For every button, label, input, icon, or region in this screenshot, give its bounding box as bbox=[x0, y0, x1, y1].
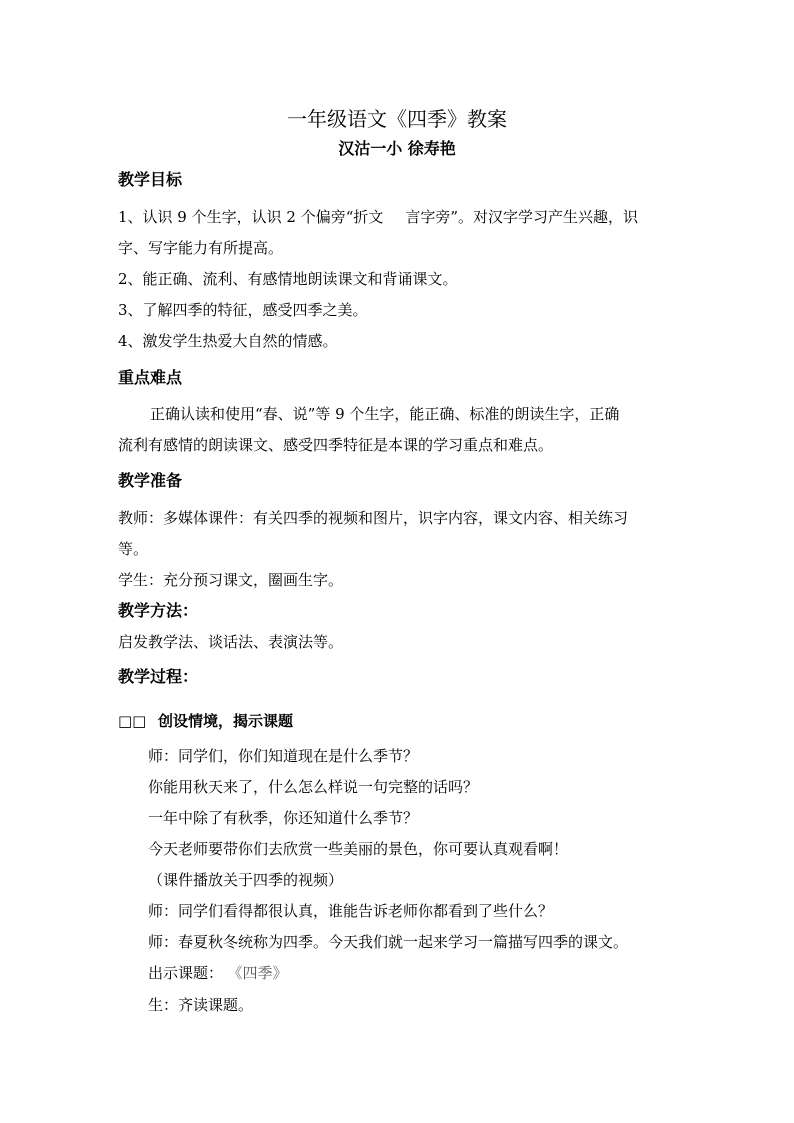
objective-item-1-line-1 bbox=[118, 207, 638, 227]
objectives-heading: 教学目标 bbox=[118, 170, 183, 189]
preparation-student: 学生：充分预习课文，圈画生字。 bbox=[118, 571, 344, 589]
process-line-2: 你能用秋天来了，什么怎么样说一句完整的话吗？ bbox=[148, 778, 479, 796]
objective-item-1-part-a: 1、认识 9 个生字，认识 2 个偏旁“折文 bbox=[118, 208, 384, 226]
process-step-1-marker: □□ bbox=[118, 712, 147, 730]
process-line-6: 师：同学们看得都很认真，谁能告诉老师你都看到了些什么？ bbox=[148, 902, 554, 920]
preparation-teacher-line-1: 教师：多媒体课件：有关四季的视频和图片，识字内容，课文内容、相关练习 bbox=[118, 509, 629, 527]
process-heading: 教学过程： bbox=[118, 667, 199, 686]
process-line-7: 师：春夏秋冬统称为四季。今天我们就一起来学习一篇描写四季的课文。 bbox=[148, 933, 629, 951]
objective-item-1-line-2: 字、写字能力有所提高。 bbox=[118, 239, 284, 257]
process-step-1-heading bbox=[118, 711, 293, 731]
objective-item-2: 2、能正确、流利、有感情地朗读课文和背诵课文。 bbox=[118, 270, 458, 288]
objective-item-3: 3、了解四季的特征，感受四季之美。 bbox=[118, 301, 368, 319]
show-title-label: 出示课题： bbox=[148, 964, 224, 982]
process-line-3: 一年中除了有秋季，你还知道什么季节？ bbox=[148, 809, 419, 827]
key-points-line-1: 正确认读和使用“春、说”等 9 个生字，能正确、标准的朗读生字，正确 bbox=[150, 405, 620, 423]
objective-item-4: 4、激发学生热爱大自然的情感。 bbox=[118, 332, 338, 350]
key-points-line-2: 流利有感情的朗读课文、感受四季特征是本课的学习重点和难点。 bbox=[118, 436, 554, 454]
process-line-1: 师：同学们，你们知道现在是什么季节？ bbox=[148, 747, 419, 765]
process-line-4: 今天老师要带你们去欣赏一些美丽的景色，你可要认真观看啊！ bbox=[148, 840, 569, 858]
process-step-1-title: 创设情境，揭示课题 bbox=[158, 712, 294, 730]
process-last-line: 生：齐读课题。 bbox=[148, 996, 254, 1014]
process-show-title-line bbox=[148, 963, 288, 983]
key-points-heading: 重点难点 bbox=[118, 368, 183, 387]
show-title-value: 《四季》 bbox=[235, 964, 288, 982]
objective-item-1-part-b: 言字旁”。对汉字学习产生兴趣，识 bbox=[405, 208, 639, 226]
preparation-teacher-line-2: 等。 bbox=[118, 540, 149, 558]
author-line: 汉沽一小 徐寿艳 bbox=[338, 139, 456, 158]
preparation-heading: 教学准备 bbox=[118, 471, 183, 490]
methods-heading: 教学方法： bbox=[118, 601, 199, 620]
document-title: 一年级语文《四季》教案 bbox=[287, 107, 507, 131]
process-line-5: （课件播放关于四季的视频） bbox=[148, 871, 344, 889]
methods-text: 启发教学法、谈话法、表演法等。 bbox=[118, 633, 344, 651]
